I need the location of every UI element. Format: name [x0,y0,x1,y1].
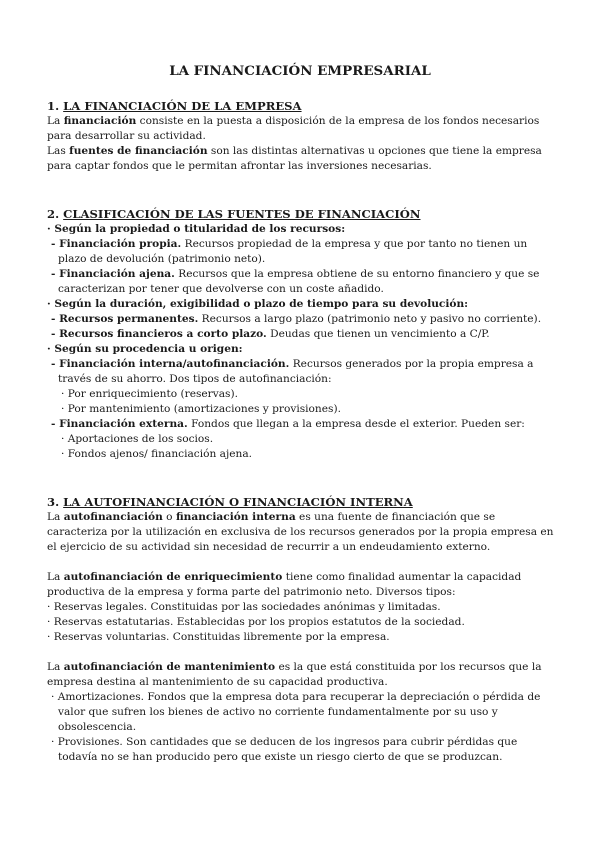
list-item [47,312,557,327]
group-procedencia [47,342,557,357]
sub-list-item: · Por mantenimiento (amortizaciones y provisiones). [61,403,341,415]
section-1-title: LA FINANCIACIÓN DE LA EMPRESA [63,99,302,113]
group-label: · Según su procedencia u origen: [47,343,243,355]
item-term: - Financiación propia. [51,238,182,250]
term-mantenimiento: autofinanciación de mantenimiento [63,661,276,673]
text-run: consiste en la puesta a disposición de la empresa de los fondos necesarios para desarrollar su actividad. [47,115,540,142]
group-label: · Según la duración, exigibilidad o plazo de tiempo para su devolución: [47,298,469,310]
section-3-number: 3. [47,495,60,509]
section-1-number: 1. [47,99,60,113]
section-3-paragraph-3 [47,660,557,690]
list-item [47,267,557,297]
section-3-paragraph-2 [47,570,557,600]
term-financiacion-interna: financiación interna [175,511,296,523]
term-fuentes: fuentes de financiación [69,145,208,157]
list-item [47,357,557,387]
document-title: LA FINANCIACIÓN EMPRESARIAL [169,63,431,79]
section-3-paragraph-1 [47,510,557,555]
section-1-paragraph-2 [47,144,557,174]
section-2-heading [47,206,557,222]
section-3-title: LA AUTOFINANCIACIÓN O FINANCIACIÓN INTERNA [63,495,413,509]
item-text: Recursos propiedad de la empresa y que por tanto no tienen un plazo de devolución (patrimonio neto). [58,238,528,265]
section-1 [47,98,557,174]
list-item [47,237,557,267]
list-item: · Provisiones. Son cantidades que se deducen de los ingresos para cubrir pérdidas que todavía no se han producido pero que existe un riesgo cierto de que se produzcan. [51,736,518,763]
text-run: Las [47,145,70,157]
text-run: son las distintas alternativas u opciones que tiene la empresa para captar fondos que le permitan afrontar las inversiones necesarias. [47,145,542,172]
section-2 [47,206,557,462]
list-item: · Reservas legales. Constituidas por las sociedades anónimas y limitadas. [47,601,441,613]
item-term: - Recursos financieros a corto plazo. [51,328,267,340]
list-item: · Reservas estatutarias. Establecidas por los propios estatutos de la sociedad. [47,616,465,628]
item-term: - Recursos permanentes. [51,313,199,325]
text-run: tiene como finalidad aumentar la capacidad productiva de la empresa y forma parte del patrimonio neto. Diversos tipos: [47,571,522,598]
term-autofinanciacion: autofinanciación [63,511,163,523]
text-run: La [47,571,64,583]
group-propiedad [47,222,557,237]
sub-list-item: · Aportaciones de los socios. [61,433,214,445]
item-text: Fondos que llegan a la empresa desde el exterior. Pueden ser: [187,418,525,430]
sub-list-item: · Fondos ajenos/ financiación ajena. [61,448,253,460]
text-run: es una fuente de financiación que se caracteriza por la utilización en exclusiva de los recursos generados por la propia empresa en el ejercicio de su actividad sin necesidad de recurrir a un endeudamiento externo. [47,511,554,553]
text-run: La [47,661,64,673]
text-run: La [47,511,64,523]
item-text: Deudas que tienen un vencimiento a C/P. [266,328,490,340]
text-run: o [162,511,176,523]
section-1-paragraph-1 [47,114,557,144]
list-item [47,327,557,342]
section-3-heading [47,494,557,510]
group-duracion [47,297,557,312]
item-text: Recursos que la empresa obtiene de su entorno financiero y que se caracterizan por tener que devolverse con un coste añadido. [58,268,540,295]
term-financiacion: financiación [63,115,137,127]
group-label: · Según la propiedad o titularidad de los recursos: [47,223,346,235]
list-item: · Amortizaciones. Fondos que la empresa dota para recuperar la depreciación o pérdida de valor que sufren los bienes de activo no corriente fundamentalmente por su uso y obsolescencia. [51,691,541,733]
text-run: La [47,115,64,127]
section-1-heading [47,98,557,114]
sub-list-item: · Por enriquecimiento (reservas). [61,388,238,400]
item-text: Recursos generados por la propia empresa a través de su ahorro. Dos tipos de autofinanciación: [58,358,534,385]
text-run: es la que está constituida por los recursos que la empresa destina al mantenimiento de su capacidad productiva. [47,661,542,688]
item-text: Recursos a largo plazo (patrimonio neto y pasivo no corriente). [198,313,542,325]
item-term: - Financiación interna/autofinanciación. [51,358,290,370]
section-2-title: CLASIFICACIÓN DE LAS FUENTES DE FINANCIACIÓN [63,207,421,221]
section-3 [47,494,557,765]
item-term: - Financiación ajena. [51,268,175,280]
term-enriquecimiento: autofinanciación de enriquecimiento [63,571,283,583]
item-term: - Financiación externa. [51,418,188,430]
section-2-number: 2. [47,207,60,221]
list-item: · Reservas voluntarias. Constituidas libremente por la empresa. [47,631,390,643]
list-item [47,417,557,432]
